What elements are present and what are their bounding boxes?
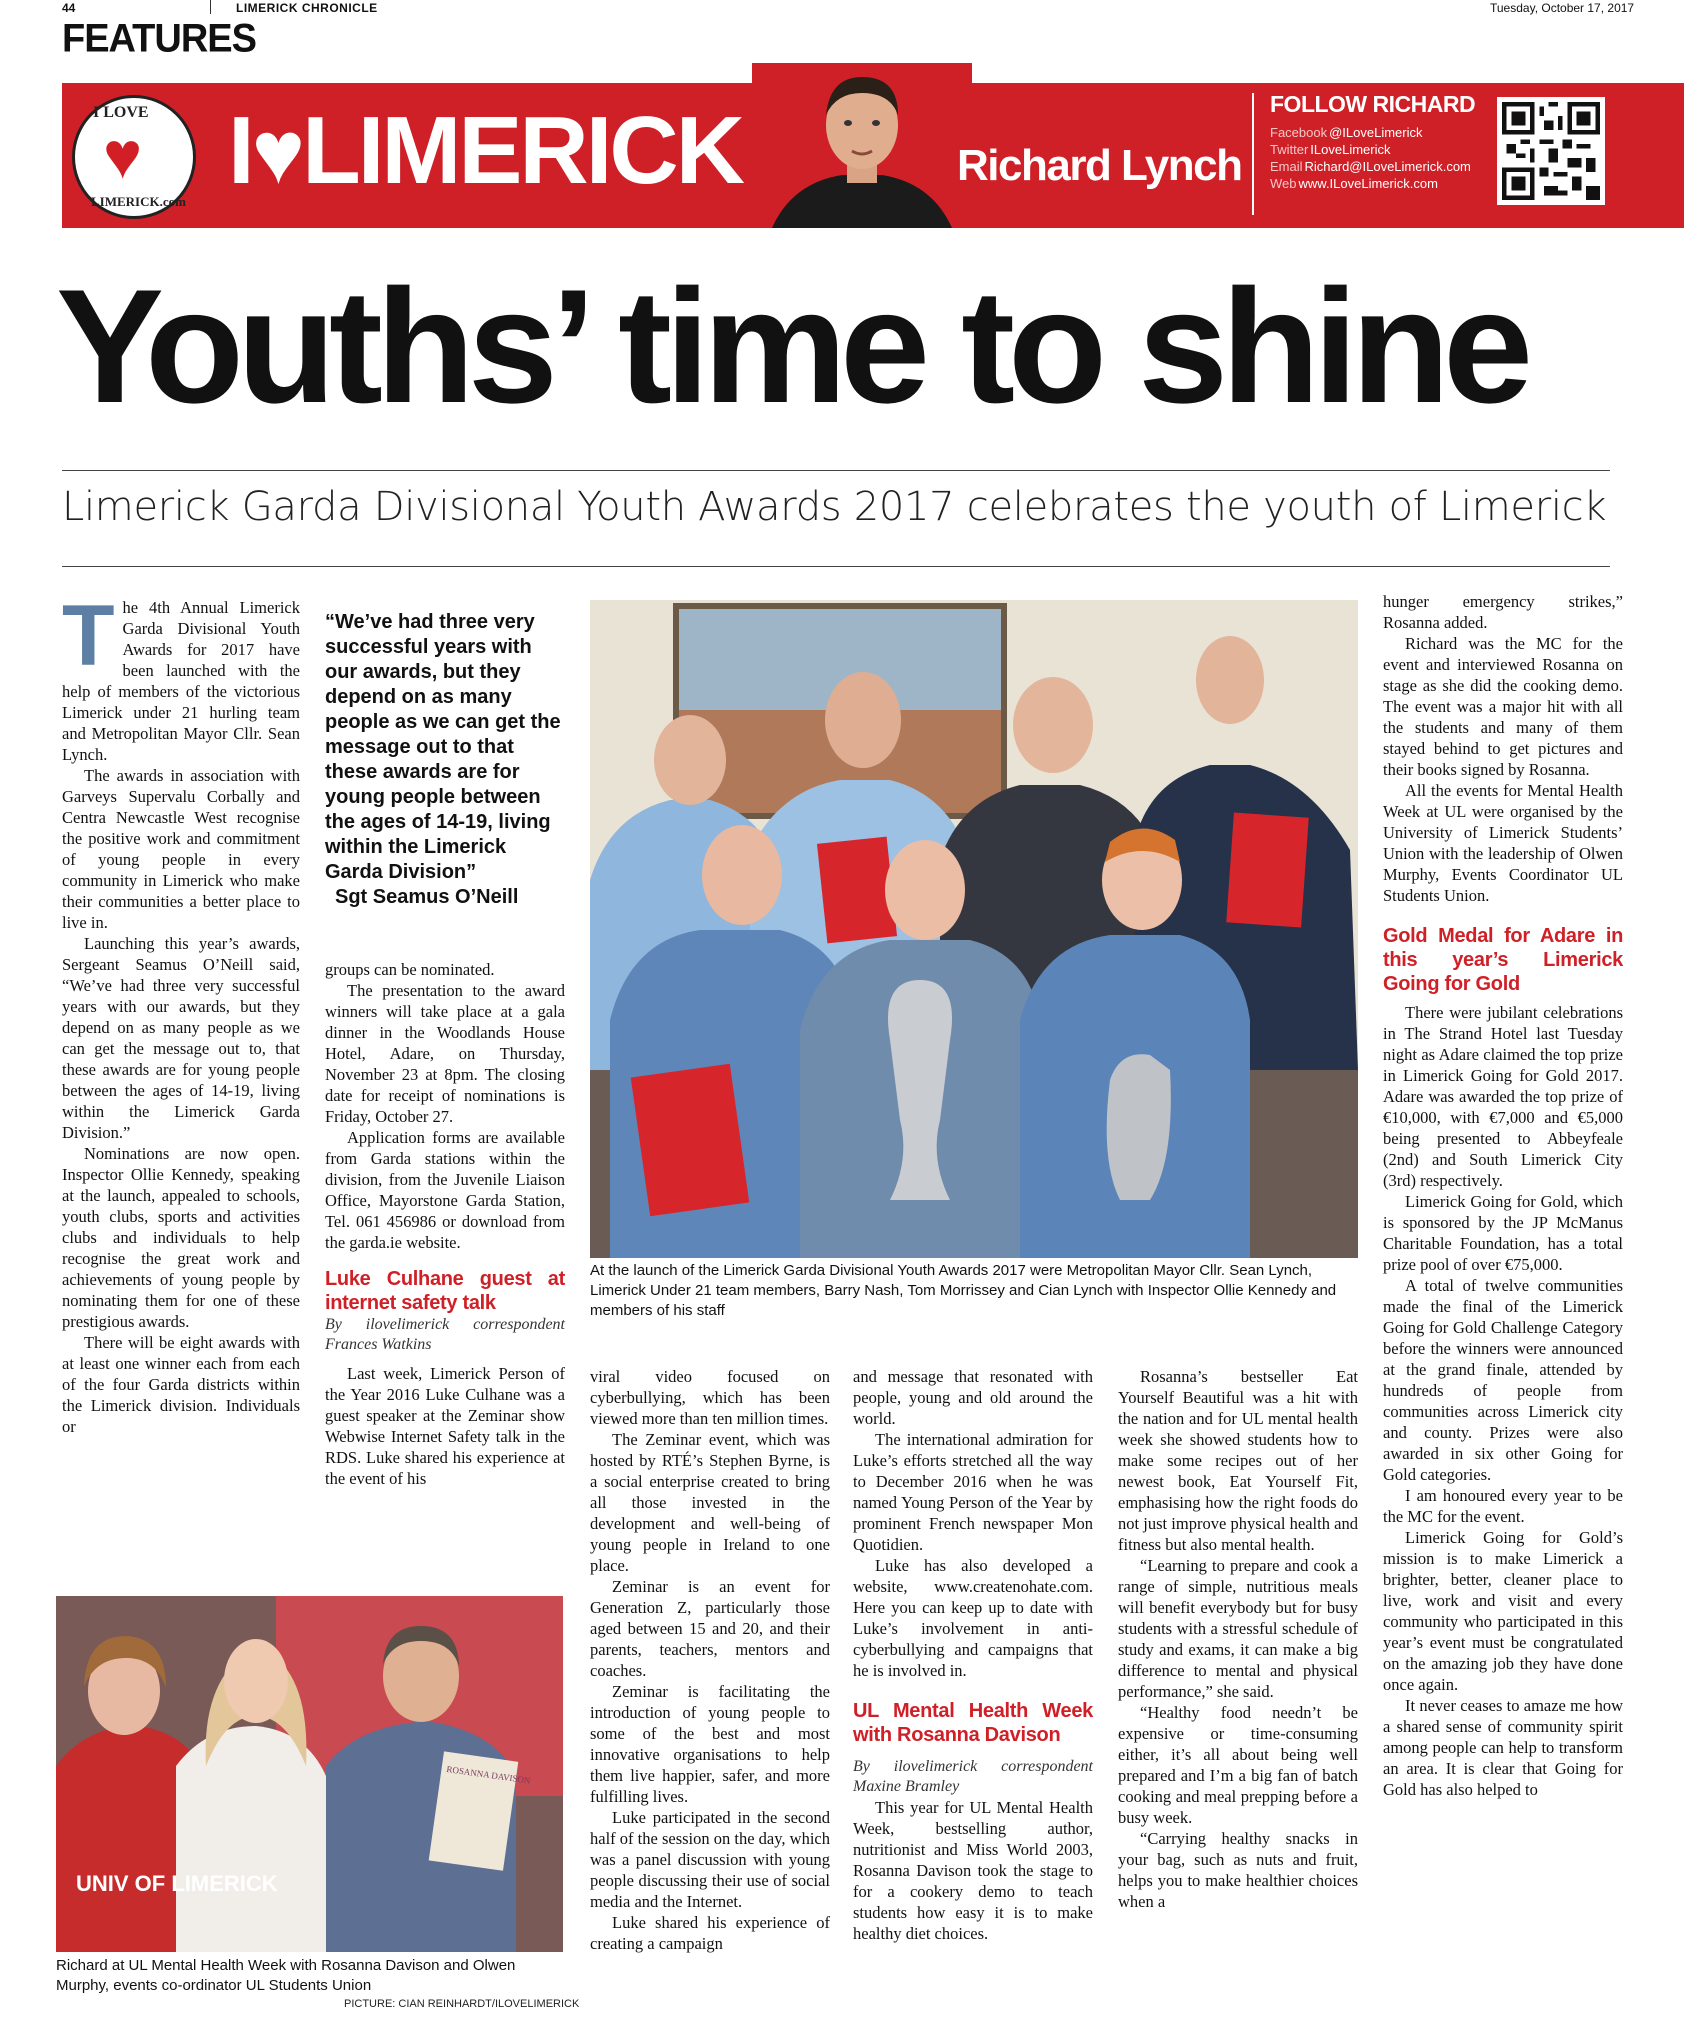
paragraph: Launching this year’s awards, Sergeant Seamus O’Neill said, “We’ve had three very successful years with our awards, but they depend on as many people as we can get the message out to, that these awards are for young people between the ages of 14-19, living within the Limerick Garda Division.”: [62, 934, 300, 1142]
paragraph: Rosanna’s bestseller Eat Yourself Beautiful was a hit with the nation and for UL mental health week she showed students how to make some recipes out of her newest book, Eat Yourself Fit, emphasising how the right foods do not just improve physical health and fitness but also mental health.: [1118, 1367, 1358, 1554]
pull-quote: [325, 610, 561, 910]
paragraph: There will be eight awards with at least one winner each from each of the four Garda districts within the Limerick division. Individuals or: [62, 1333, 300, 1436]
launch-group-photo: [590, 600, 1358, 1258]
follow-web[interactable]: Web www.ILoveLimerick.com: [1270, 176, 1438, 191]
paragraph: The Zeminar event, which was hosted by RTÉ’s Stephen Byrne, is a social enterprise created to bring all those invested in the development and well-being of young people in Ireland to one place.: [590, 1430, 830, 1575]
article-column-2: [325, 959, 565, 1489]
heart-icon: ♥: [103, 120, 143, 193]
paragraph: A total of twelve communities made the final of the Limerick Going for Gold Challenge Category before the winners were announced at the grand finale, attended by hundreds of people from communities across Limerick city and county. Prizes were also awarded in six other Going for Gold categories.: [1383, 1276, 1623, 1484]
subheading-luke-culhane: Luke Culhane guest at internet safety talk: [325, 1268, 565, 1314]
byline: By ilovelimerick correspondent Frances Watkins: [325, 1316, 565, 1353]
rule-top: [62, 470, 1610, 471]
paragraph: The international admiration for Luke’s efforts stretched all the way to December 2016 when he was named Young Person of the Year by prominent French newspaper Mon Quotidien.: [853, 1430, 1093, 1554]
paragraph: hunger emergency strikes,” Rosanna added.: [1383, 592, 1623, 632]
banner-title-limerick: LIMERICK: [302, 97, 743, 204]
paragraph: Zeminar is facilitating the introduction of young people to some of the best and most innovative organisations to help them live happier, safer, and more fulfilling lives.: [590, 1682, 830, 1806]
paragraph: I am honoured every year to be the MC for the event.: [1383, 1486, 1623, 1526]
drop-cap: T: [62, 588, 115, 684]
follow-twitter[interactable]: Twitter ILoveLimerick: [1270, 142, 1391, 157]
paragraph: “Learning to prepare and cook a range of simple, nutritious meals will benefit everybody but for busy students with a stressful schedule of study and exams, it can make a big difference to mental and physical performance,” she said.: [1118, 1556, 1358, 1701]
book-title-text: ROSANNA DAVISON: [445, 1763, 532, 1786]
paragraph: groups can be nominated.: [325, 960, 495, 979]
follow-title: FOLLOW RICHARD: [1270, 91, 1476, 117]
article-column-4: [853, 1366, 1093, 1944]
follow-facebook[interactable]: Facebook @ILoveLimerick: [1270, 125, 1423, 140]
article-column-1: [62, 588, 300, 1437]
paragraph: “Healthy food needn’t be expensive or time-consuming either, it’s all about being well prepared and I’m a big fan of batch cooking and meal prepping before a busy week.: [1118, 1703, 1358, 1827]
article-column-6: [1383, 591, 1623, 1800]
paragraph: “Carrying healthy snacks in your bag, such as nuts and fruit, helps you to make healthier choices when a: [1118, 1829, 1358, 1911]
columnist-photo: [752, 63, 972, 228]
pull-quote-attribution: Sgt Seamus O’Neill: [335, 886, 519, 908]
paragraph: There were jubilant celebrations in The Strand Hotel last Tuesday night as Adare claimed the top prize in Limerick Going for Gold 2017. Adare was awarded the top prize of €10,000, with €7,000 and €5,000 being presented to Abbeyfeale (2nd) and South Limerick City (3rd) respectively.: [1383, 1003, 1623, 1190]
page-header: [0, 0, 1684, 18]
standfirst: Limerick Garda Divisional Youth Awards 2017 celebrates the youth of Limerick: [62, 484, 1607, 530]
subheading-ul-mental-health: UL Mental Health Week with Rosanna Davison: [853, 1700, 1093, 1746]
logo-top-text: I LOVE: [93, 104, 149, 121]
article-column-3: [590, 1366, 830, 1954]
photo-credit: PICTURE: CIAN REINHARDT/ILOVELIMERICK: [344, 1998, 580, 2010]
logo-bottom-text: LIMERICK.com: [91, 194, 186, 209]
columnist-name: Richard Lynch: [957, 141, 1242, 190]
paragraph: The presentation to the award winners will take place at a gala dinner in the Woodlands House Hotel, Adare, on Thursday, November 23 at 8pm. The closing date for receipt of nominations is Friday, October 27.: [325, 981, 565, 1126]
column-banner: [62, 83, 1684, 228]
paragraph: Luke has also developed a website, www.createnohate.com. Here you can keep up to date with Luke’s involvement in anti-cyberbullying and campaigns that he is involved in.: [853, 1556, 1093, 1680]
paragraph: Zeminar is an event for Generation Z, particularly those aged between 15 and 20, and their parents, teachers, mentors and coaches.: [590, 1577, 830, 1680]
headline: Youths’ time to shine: [56, 256, 1527, 437]
paragraph: Luke participated in the second half of the session on the day, which was a panel discussion with young people discussing their use of social media and the Internet.: [590, 1808, 830, 1911]
i-love-limerick-logo: [72, 95, 196, 219]
ul-mental-health-photo: [56, 1596, 563, 1952]
publication-name: LIMERICK CHRONICLE: [236, 1, 378, 15]
article-column-5: [1118, 1366, 1358, 1912]
paragraph: This year for UL Mental Health Week, bestselling author, nutritionist and Miss World 2003, Rosanna Davison took the stage to for a cookery demo to teach students how easy it is to make healthy diet choices.: [853, 1798, 1093, 1943]
subheading-gold-medal: Gold Medal for Adare in this year’s Limerick Going for Gold: [1383, 925, 1623, 995]
heart-icon: ♥: [251, 103, 303, 203]
paragraph: Limerick Going for Gold, which is sponsored by the JP McManus Charitable Foundation, has a total prize pool of over €75,000.: [1383, 1192, 1623, 1274]
paragraph: All the events for Mental Health Week at UL were organised by the University of Limerick Students’ Union with the leadership of Olwen Murphy, Events Coordinator UL Students Union.: [1383, 781, 1623, 905]
banner-divider: [1252, 93, 1254, 215]
paragraph: and message that resonated with people, young and old around the world.: [853, 1367, 1093, 1428]
paragraph: The awards in association with Garveys Supervalu Corbally and Centra Newcastle West recognise the positive work and commitment of young people in every community in Limerick who make their communities a better place to live in.: [62, 766, 300, 932]
paragraph: Luke shared his experience of creating a campaign: [590, 1913, 830, 1953]
paragraph: viral video focused on cyberbullying, which has been viewed more than ten million times.: [590, 1367, 830, 1428]
page-number: 44: [62, 1, 76, 15]
rule-bottom: [62, 566, 1610, 567]
section-label: FEATURES: [62, 16, 256, 62]
paragraph: Nominations are now open. Inspector Ollie Kennedy, speaking at the launch, appealed to schools, youth clubs, sports and activities clubs and individuals to help recognise the great work and achievements of young people by nominating them for one of these prestigious awards.: [62, 1144, 300, 1331]
small-photo-caption: Richard at UL Mental Health Week with Rosanna Davison and Olwen Murphy, events co-ordinator UL Students Union: [56, 1957, 516, 1994]
banner-title-i: I: [228, 97, 252, 204]
sweater-text: UNIV OF LIMERICK: [76, 1871, 278, 1896]
paragraph: Limerick Going for Gold’s mission is to make Limerick a brighter, better, cleaner place to live, work and visit and every community who participated in this year’s event must be congratulated on the amazing job they have done once again.: [1383, 1528, 1623, 1694]
paragraph: Last week, Limerick Person of the Year 2016 Luke Culhane was a guest speaker at the Zeminar show Webwise Internet Safety talk in the RDS. Luke shared his experience at the event of his: [325, 1364, 565, 1488]
paragraph: Richard was the MC for the event and interviewed Rosanna on stage as she did the cooking demo. The event was a major hit with all the students and many of them stayed behind to get pictures and their books signed by Rosanna.: [1383, 634, 1623, 779]
follow-box: [1270, 91, 1475, 192]
follow-email[interactable]: Email Richard@ILoveLimerick.com: [1270, 159, 1471, 174]
paragraph: It never ceases to amaze me how a shared sense of community spirit among people can help to transform an area. It is clear that Going for Gold has also helped to: [1383, 1696, 1623, 1799]
main-photo-caption: At the launch of the Limerick Garda Divisional Youth Awards 2017 were Metropolitan Mayor Cllr. Sean Lynch, Limerick Under 21 team members, Barry Nash, Tom Morrissey and Cian Lynch with Inspector Ollie Kennedy and members of his staff: [590, 1262, 1337, 1319]
qr-code-icon[interactable]: [1497, 97, 1605, 205]
pull-quote-text: “We’ve had three very successful years with our awards, but they depend on as many people as we can get the message out to that these awards are for young people between the ages of 14-19, living within the Limerick Garda Division”: [325, 611, 561, 883]
byline: By ilovelimerick correspondent Maxine Bramley: [853, 1758, 1093, 1795]
banner-title: [228, 97, 743, 204]
header-divider: [210, 0, 211, 14]
lead-paragraph: he 4th Annual Limerick Garda Divisional Youth Awards for 2017 have been launched with the help of members of the victorious Limerick under 21 hurling team and Metropolitan Mayor Cllr. Sean Lynch.: [62, 598, 300, 764]
paragraph: Application forms are available from Garda stations within the division, from the Juvenile Liaison Office, Mayorstone Garda Station, Tel. 061 456986 or download from the garda.ie website.: [325, 1128, 565, 1252]
issue-date: Tuesday, October 17, 2017: [1490, 1, 1635, 15]
